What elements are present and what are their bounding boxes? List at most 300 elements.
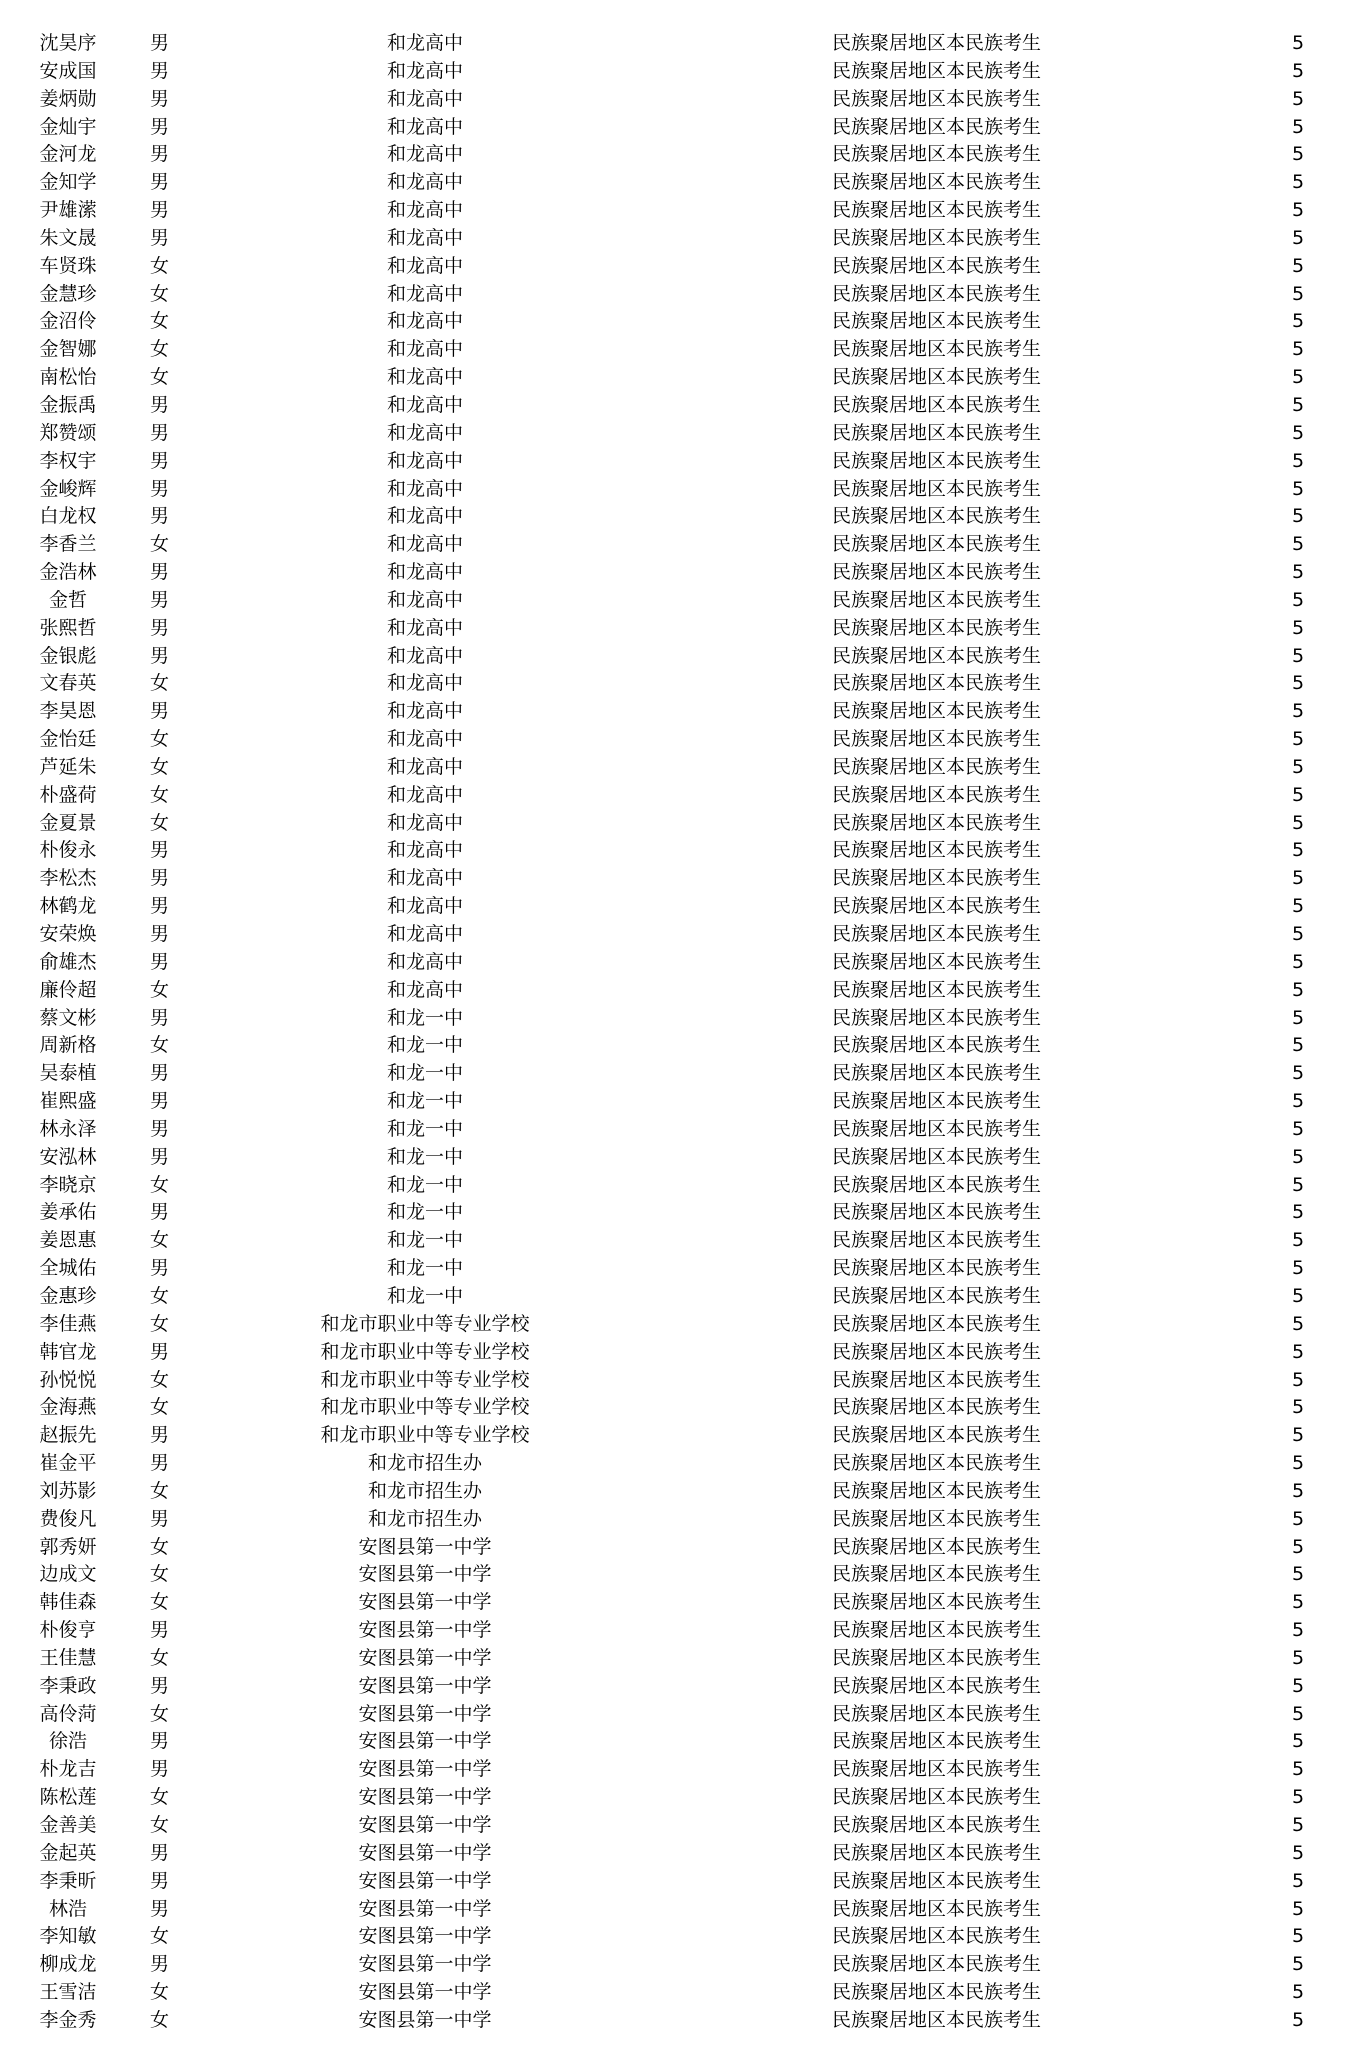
candidate-category: 民族聚居地区本民族考生: [832, 1897, 1042, 1920]
candidate-bonus-points: 5: [1292, 338, 1305, 361]
table-row: [0, 2007, 1367, 2035]
candidate-name: 赵振先: [39, 1424, 97, 1447]
candidate-category: 民族聚居地区本民族考生: [832, 1646, 1042, 1669]
table-row: [0, 977, 1367, 1005]
candidate-category: 民族聚居地区本民族考生: [832, 728, 1042, 751]
candidate-school: 和龙一中: [386, 1006, 463, 1029]
candidate-school: 和龙高中: [386, 143, 463, 166]
table-row: [0, 1116, 1367, 1144]
candidate-category: 民族聚居地区本民族考生: [832, 783, 1042, 806]
candidate-gender: 男: [150, 1201, 170, 1224]
candidate-name: 费俊凡: [39, 1507, 97, 1530]
candidate-category: 民族聚居地区本民族考生: [832, 1869, 1042, 1892]
candidate-gender: 女: [150, 1702, 170, 1725]
candidate-school: 和龙一中: [386, 1034, 463, 1057]
candidate-category: 民族聚居地区本民族考生: [832, 1424, 1042, 1447]
candidate-name: 王佳慧: [39, 1646, 97, 1669]
candidate-category: 民族聚居地区本民族考生: [832, 171, 1042, 194]
candidate-gender: 男: [150, 1758, 170, 1781]
candidate-name: 张熙哲: [39, 616, 97, 639]
candidate-school: 和龙高中: [386, 923, 463, 945]
table-row: [0, 281, 1367, 309]
candidate-bonus-points: 5: [1292, 282, 1305, 305]
table-row: [0, 865, 1367, 893]
candidate-name: 姜承佑: [39, 1201, 97, 1224]
candidate-school: 安图县第一中学: [358, 1814, 492, 1836]
table-row: [0, 308, 1367, 336]
candidate-school: 安图县第一中学: [358, 1786, 492, 1809]
candidate-school: 和龙高中: [386, 867, 463, 890]
candidate-bonus-points: 5: [1292, 32, 1305, 54]
candidate-school: 安图县第一中学: [358, 2008, 492, 2031]
candidate-name: 林浩: [48, 1897, 87, 1920]
candidate-category: 民族聚居地区本民族考生: [832, 1814, 1042, 1836]
candidate-gender: 女: [150, 1563, 170, 1586]
candidate-category: 民族聚居地区本民族考生: [832, 1396, 1042, 1419]
candidate-name: 金峻辉: [39, 477, 97, 500]
candidate-category: 民族聚居地区本民族考生: [832, 923, 1042, 945]
candidate-gender: 女: [150, 1312, 170, 1335]
table-row: [0, 1199, 1367, 1227]
candidate-name: 林鹤龙: [39, 895, 97, 918]
candidate-category: 民族聚居地区本民族考生: [832, 1284, 1042, 1307]
candidate-school: 和龙高中: [386, 672, 463, 695]
candidate-name: 廉伶超: [39, 978, 97, 1001]
candidate-bonus-points: 5: [1292, 449, 1305, 472]
candidate-bonus-points: 5: [1292, 950, 1305, 973]
candidate-bonus-points: 5: [1292, 2008, 1305, 2031]
candidate-gender: 女: [150, 366, 170, 389]
candidate-name: 文春英: [39, 672, 97, 695]
candidate-bonus-points: 5: [1292, 505, 1305, 528]
table-row: [0, 643, 1367, 671]
candidate-name: 刘苏影: [39, 1479, 97, 1502]
candidate-bonus-points: 5: [1292, 1535, 1305, 1558]
candidate-gender: 女: [150, 338, 170, 361]
candidate-bonus-points: 5: [1292, 1062, 1305, 1085]
candidate-name: 李知敏: [39, 1925, 97, 1948]
candidate-bonus-points: 5: [1292, 226, 1305, 249]
table-row: [0, 392, 1367, 420]
candidate-gender: 男: [150, 1507, 170, 1530]
candidate-name: 金起英: [39, 1841, 97, 1864]
candidate-gender: 女: [150, 1981, 170, 2004]
candidate-category: 民族聚居地区本民族考生: [832, 1201, 1042, 1224]
candidate-bonus-points: 5: [1292, 366, 1305, 389]
candidate-gender: 男: [150, 644, 170, 667]
candidate-gender: 女: [150, 783, 170, 806]
candidate-gender: 男: [150, 449, 170, 472]
candidate-bonus-points: 5: [1292, 1312, 1305, 1335]
candidate-gender: 男: [150, 895, 170, 918]
candidate-name: 李香兰: [39, 533, 97, 556]
candidate-bonus-points: 5: [1292, 1646, 1305, 1669]
candidate-bonus-points: 5: [1292, 1201, 1305, 1224]
candidate-school: 和龙市招生办: [367, 1452, 482, 1475]
table-row: [0, 1589, 1367, 1617]
table-row: [0, 1506, 1367, 1534]
candidate-school: 和龙高中: [386, 561, 463, 584]
candidate-name: 韩佳森: [39, 1591, 97, 1614]
candidate-gender: 男: [150, 1145, 170, 1168]
candidate-category: 民族聚居地区本民族考生: [832, 1841, 1042, 1864]
candidate-name: 金善美: [39, 1814, 97, 1836]
candidate-gender: 男: [150, 700, 170, 723]
candidate-school: 安图县第一中学: [358, 1563, 492, 1586]
candidate-bonus-points: 5: [1292, 1674, 1305, 1697]
candidate-category: 民族聚居地区本民族考生: [832, 644, 1042, 667]
candidate-bonus-points: 5: [1292, 1814, 1305, 1836]
candidate-school: 和龙市职业中等专业学校: [320, 1340, 530, 1363]
candidate-school: 和龙市招生办: [367, 1507, 482, 1530]
candidate-bonus-points: 5: [1292, 1452, 1305, 1475]
table-row: [0, 1311, 1367, 1339]
candidate-bonus-points: 5: [1292, 616, 1305, 639]
candidate-category: 民族聚居地区本民族考生: [832, 338, 1042, 361]
table-row: [0, 1394, 1367, 1422]
candidate-school: 安图县第一中学: [358, 1730, 492, 1753]
candidate-school: 和龙高中: [386, 616, 463, 639]
candidate-name: 郑赞颂: [39, 421, 97, 444]
table-row: [0, 1255, 1367, 1283]
candidate-gender: 男: [150, 923, 170, 945]
candidate-gender: 男: [150, 1340, 170, 1363]
candidate-name: 车贤珠: [39, 254, 97, 277]
candidate-category: 民族聚居地区本民族考生: [832, 282, 1042, 305]
candidate-bonus-points: 5: [1292, 1090, 1305, 1113]
candidate-category: 民族聚居地区本民族考生: [832, 366, 1042, 389]
candidate-gender: 男: [150, 1062, 170, 1085]
candidate-bonus-points: 5: [1292, 1702, 1305, 1725]
candidate-category: 民族聚居地区本民族考生: [832, 950, 1042, 973]
candidate-name: 金河龙: [39, 143, 97, 166]
candidate-category: 民族聚居地区本民族考生: [832, 449, 1042, 472]
candidate-category: 民族聚居地区本民族考生: [832, 1340, 1042, 1363]
table-row: [0, 754, 1367, 782]
table-row: [0, 364, 1367, 392]
candidate-gender: 男: [150, 839, 170, 862]
candidate-school: 和龙高中: [386, 310, 463, 333]
candidate-school: 和龙一中: [386, 1284, 463, 1307]
candidate-gender: 男: [150, 950, 170, 973]
candidate-name: 郭秀妍: [39, 1535, 97, 1558]
table-row: [0, 726, 1367, 754]
candidate-category: 民族聚居地区本民族考生: [832, 254, 1042, 277]
candidate-name: 李秉政: [39, 1674, 97, 1697]
table-row: [0, 1450, 1367, 1478]
candidate-category: 民族聚居地区本民族考生: [832, 839, 1042, 862]
candidate-name: 安荣焕: [39, 923, 97, 945]
candidate-gender: 男: [150, 1841, 170, 1864]
candidate-school: 和龙高中: [386, 811, 463, 834]
table-row: [0, 1283, 1367, 1311]
candidate-category: 民族聚居地区本民族考生: [832, 561, 1042, 584]
candidate-gender: 男: [150, 477, 170, 500]
table-row: [0, 197, 1367, 225]
candidate-bonus-points: 5: [1292, 254, 1305, 277]
candidate-bonus-points: 5: [1292, 1758, 1305, 1781]
candidate-school: 和龙一中: [386, 1062, 463, 1085]
table-row: [0, 1005, 1367, 1033]
table-row: [0, 114, 1367, 142]
candidate-name: 朴盛荷: [39, 783, 97, 806]
candidate-category: 民族聚居地区本民族考生: [832, 867, 1042, 890]
candidate-name: 李秉昕: [39, 1869, 97, 1892]
candidate-gender: 男: [150, 32, 170, 54]
candidate-gender: 女: [150, 1535, 170, 1558]
table-row: [0, 253, 1367, 281]
candidate-category: 民族聚居地区本民族考生: [832, 1257, 1042, 1280]
table-row: [0, 1896, 1367, 1924]
candidate-gender: 女: [150, 1591, 170, 1614]
table-row: [0, 1645, 1367, 1673]
candidate-category: 民族聚居地区本民族考生: [832, 1229, 1042, 1252]
candidate-name: 柳成龙: [39, 1953, 97, 1976]
candidate-gender: 男: [150, 1452, 170, 1475]
candidate-school: 和龙高中: [386, 421, 463, 444]
table-row: [0, 1951, 1367, 1979]
candidate-bonus-points: 5: [1292, 728, 1305, 751]
candidate-category: 民族聚居地区本民族考生: [832, 1117, 1042, 1140]
candidate-school: 和龙一中: [386, 1201, 463, 1224]
candidate-name: 金振禹: [39, 393, 97, 416]
candidate-name: 金慧珍: [39, 282, 97, 305]
candidate-bonus-points: 5: [1292, 783, 1305, 806]
candidate-category: 民族聚居地区本民族考生: [832, 616, 1042, 639]
candidate-name: 姜恩惠: [39, 1229, 97, 1252]
candidate-category: 民族聚居地区本民族考生: [832, 1758, 1042, 1781]
candidate-name: 朴俊亨: [39, 1619, 97, 1642]
candidate-gender: 男: [150, 1090, 170, 1113]
table-row: [0, 1478, 1367, 1506]
candidate-gender: 女: [150, 1034, 170, 1057]
candidate-gender: 男: [150, 1257, 170, 1280]
candidate-name: 李晓京: [39, 1173, 97, 1196]
candidate-gender: 女: [150, 254, 170, 277]
candidate-category: 民族聚居地区本民族考生: [832, 393, 1042, 416]
candidate-bonus-points: 5: [1292, 978, 1305, 1001]
candidate-name: 李权宇: [39, 449, 97, 472]
candidate-name: 朱文晟: [39, 226, 97, 249]
candidate-bonus-points: 5: [1292, 923, 1305, 945]
candidate-school: 和龙市职业中等专业学校: [320, 1424, 530, 1447]
candidate-school: 和龙高中: [386, 32, 463, 54]
candidate-gender: 男: [150, 616, 170, 639]
candidate-school: 和龙市职业中等专业学校: [320, 1368, 530, 1391]
candidate-school: 和龙高中: [386, 171, 463, 194]
candidate-bonus-points: 5: [1292, 1953, 1305, 1976]
candidate-bonus-points: 5: [1292, 1925, 1305, 1948]
table-row: [0, 1979, 1367, 2007]
candidate-gender: 男: [150, 226, 170, 249]
candidate-school: 和龙一中: [386, 1229, 463, 1252]
candidate-name: 金夏景: [39, 811, 97, 834]
candidate-gender: 女: [150, 728, 170, 751]
candidate-name: 金银彪: [39, 644, 97, 667]
table-row: [0, 782, 1367, 810]
candidate-bonus-points: 5: [1292, 87, 1305, 110]
candidate-roster: [0, 30, 1367, 2035]
table-row: [0, 503, 1367, 531]
candidate-gender: 女: [150, 1925, 170, 1948]
candidate-gender: 男: [150, 1674, 170, 1697]
candidate-bonus-points: 5: [1292, 1006, 1305, 1029]
candidate-category: 民族聚居地区本民族考生: [832, 1034, 1042, 1057]
candidate-bonus-points: 5: [1292, 1340, 1305, 1363]
table-row: [0, 1784, 1367, 1812]
candidate-gender: 女: [150, 672, 170, 695]
candidate-gender: 女: [150, 310, 170, 333]
candidate-gender: 男: [150, 59, 170, 82]
table-row: [0, 1339, 1367, 1367]
candidate-category: 民族聚居地区本民族考生: [832, 2008, 1042, 2031]
candidate-school: 和龙高中: [386, 950, 463, 973]
candidate-gender: 女: [150, 1396, 170, 1419]
candidate-name: 李松杰: [39, 867, 97, 890]
candidate-gender: 女: [150, 755, 170, 778]
candidate-school: 安图县第一中学: [358, 1535, 492, 1558]
candidate-name: 韩官龙: [39, 1340, 97, 1363]
candidate-school: 和龙高中: [386, 338, 463, 361]
candidate-name: 高伶菏: [39, 1702, 97, 1725]
candidate-bonus-points: 5: [1292, 393, 1305, 416]
candidate-category: 民族聚居地区本民族考生: [832, 1479, 1042, 1502]
candidate-bonus-points: 5: [1292, 895, 1305, 918]
candidate-school: 和龙高中: [386, 644, 463, 667]
candidate-school: 安图县第一中学: [358, 1981, 492, 2004]
table-row: [0, 1561, 1367, 1589]
candidate-category: 民族聚居地区本民族考生: [832, 811, 1042, 834]
candidate-category: 民族聚居地区本民族考生: [832, 421, 1042, 444]
table-row: [0, 1422, 1367, 1450]
table-row: [0, 531, 1367, 559]
table-row: [0, 476, 1367, 504]
table-row: [0, 30, 1367, 58]
candidate-bonus-points: 5: [1292, 1034, 1305, 1057]
candidate-gender: 男: [150, 87, 170, 110]
candidate-school: 和龙高中: [386, 199, 463, 222]
candidate-school: 和龙高中: [386, 728, 463, 751]
candidate-gender: 女: [150, 533, 170, 556]
candidate-school: 和龙高中: [386, 115, 463, 138]
table-row: [0, 420, 1367, 448]
candidate-name: 南松怡: [39, 366, 97, 389]
candidate-category: 民族聚居地区本民族考生: [832, 1702, 1042, 1725]
candidate-category: 民族聚居地区本民族考生: [832, 1368, 1042, 1391]
candidate-bonus-points: 5: [1292, 1145, 1305, 1168]
candidate-gender: 男: [150, 199, 170, 222]
table-row: [0, 1227, 1367, 1255]
table-row: [0, 1868, 1367, 1896]
candidate-category: 民族聚居地区本民族考生: [832, 505, 1042, 528]
table-row: [0, 810, 1367, 838]
candidate-name: 边成文: [39, 1563, 97, 1586]
candidate-gender: 男: [150, 1869, 170, 1892]
candidate-school: 安图县第一中学: [358, 1897, 492, 1920]
candidate-category: 民族聚居地区本民族考生: [832, 87, 1042, 110]
candidate-bonus-points: 5: [1292, 1730, 1305, 1753]
candidate-category: 民族聚居地区本民族考生: [832, 1062, 1042, 1085]
candidate-school: 安图县第一中学: [358, 1841, 492, 1864]
candidate-school: 和龙高中: [386, 477, 463, 500]
candidate-gender: 女: [150, 1814, 170, 1836]
candidate-category: 民族聚居地区本民族考生: [832, 978, 1042, 1001]
candidate-category: 民族聚居地区本民族考生: [832, 700, 1042, 723]
candidate-school: 和龙高中: [386, 226, 463, 249]
candidate-name: 尹雄潆: [39, 199, 97, 222]
candidate-gender: 女: [150, 282, 170, 305]
candidate-bonus-points: 5: [1292, 672, 1305, 695]
candidate-school: 安图县第一中学: [358, 1758, 492, 1781]
candidate-name: 孙悦悦: [39, 1368, 97, 1391]
candidate-bonus-points: 5: [1292, 143, 1305, 166]
candidate-category: 民族聚居地区本民族考生: [832, 1925, 1042, 1948]
candidate-gender: 男: [150, 1897, 170, 1920]
candidate-name: 金怡廷: [39, 728, 97, 751]
table-row: [0, 1673, 1367, 1701]
candidate-school: 和龙高中: [386, 839, 463, 862]
candidate-bonus-points: 5: [1292, 1229, 1305, 1252]
candidate-bonus-points: 5: [1292, 1507, 1305, 1530]
candidate-name: 安泓林: [39, 1145, 97, 1168]
table-row: [0, 587, 1367, 615]
candidate-school: 安图县第一中学: [358, 1869, 492, 1892]
candidate-gender: 男: [150, 1117, 170, 1140]
table-row: [0, 1812, 1367, 1840]
candidate-gender: 男: [150, 115, 170, 138]
candidate-bonus-points: 5: [1292, 115, 1305, 138]
table-row: [0, 1144, 1367, 1172]
candidate-school: 安图县第一中学: [358, 1702, 492, 1725]
candidate-bonus-points: 5: [1292, 561, 1305, 584]
candidate-bonus-points: 5: [1292, 1897, 1305, 1920]
candidate-school: 和龙高中: [386, 393, 463, 416]
candidate-name: 全城佑: [39, 1257, 97, 1280]
table-row: [0, 921, 1367, 949]
candidate-category: 民族聚居地区本民族考生: [832, 1786, 1042, 1809]
candidate-bonus-points: 5: [1292, 310, 1305, 333]
candidate-bonus-points: 5: [1292, 1619, 1305, 1642]
candidate-category: 民族聚居地区本民族考生: [832, 1981, 1042, 2004]
candidate-bonus-points: 5: [1292, 421, 1305, 444]
candidate-gender: 女: [150, 1368, 170, 1391]
candidate-category: 民族聚居地区本民族考生: [832, 755, 1042, 778]
candidate-bonus-points: 5: [1292, 199, 1305, 222]
candidate-category: 民族聚居地区本民族考生: [832, 895, 1042, 918]
candidate-school: 安图县第一中学: [358, 1925, 492, 1948]
candidate-name: 李昊恩: [39, 700, 97, 723]
candidate-category: 民族聚居地区本民族考生: [832, 1006, 1042, 1029]
candidate-school: 和龙高中: [386, 755, 463, 778]
candidate-category: 民族聚居地区本民族考生: [832, 199, 1042, 222]
candidate-gender: 男: [150, 393, 170, 416]
candidate-name: 林永泽: [39, 1117, 97, 1140]
candidate-category: 民族聚居地区本民族考生: [832, 1312, 1042, 1335]
candidate-name: 王雪洁: [39, 1981, 97, 2004]
table-row: [0, 58, 1367, 86]
candidate-gender: 女: [150, 811, 170, 834]
candidate-gender: 女: [150, 1284, 170, 1307]
table-row: [0, 1060, 1367, 1088]
candidate-gender: 男: [150, 505, 170, 528]
candidate-category: 民族聚居地区本民族考生: [832, 1145, 1042, 1168]
table-row: [0, 141, 1367, 169]
candidate-school: 和龙一中: [386, 1117, 463, 1140]
candidate-name: 崔金平: [39, 1452, 97, 1475]
candidate-school: 和龙一中: [386, 1257, 463, 1280]
candidate-school: 和龙市职业中等专业学校: [320, 1396, 530, 1419]
candidate-name: 蔡文彬: [39, 1006, 97, 1029]
